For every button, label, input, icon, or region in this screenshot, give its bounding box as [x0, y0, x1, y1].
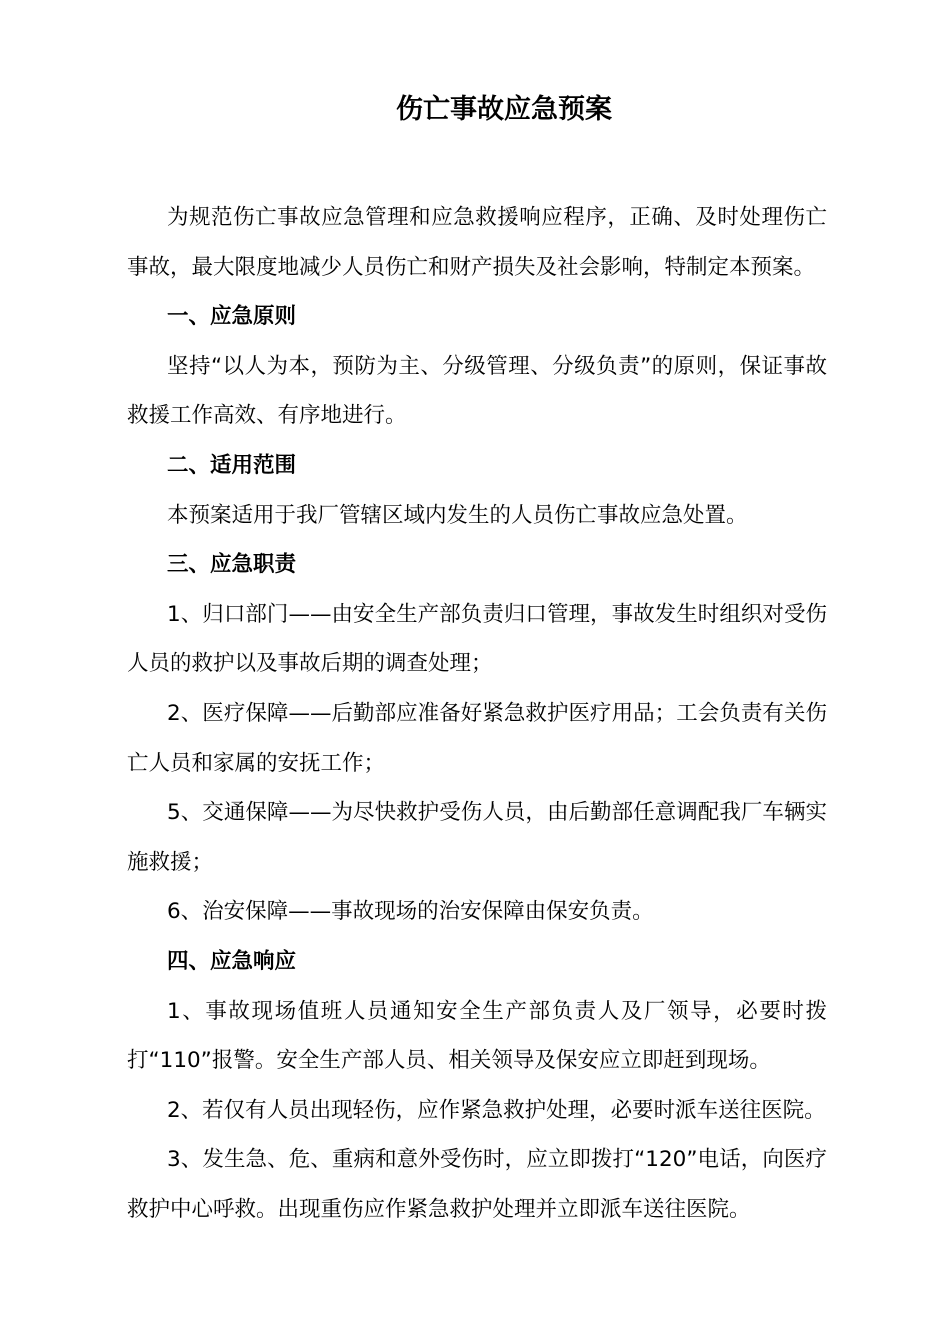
section-heading-scope: 二、适用范围 [167, 452, 297, 478]
section-heading-response: 四、应急响应 [167, 948, 297, 974]
duty-item-6: 6、治安保障——事故现场的治安保障由保安负责。 [167, 899, 654, 925]
response-item-3: 3、发生急、危、重病和意外受伤时，应立即拨打“120”电话，向医疗救护中心呼救。出现重伤应作紧急救护处理并立即派车送往医院。 [127, 1147, 827, 1222]
duty-item-5: 5、交通保障——为尽快救护受伤人员，由后勤部任意调配我厂车辆实施救援； [127, 800, 827, 875]
duty-item-1: 1、归口部门——由安全生产部负责归口管理，事故发生时组织对受伤人员的救护以及事故后期的调查处理； [127, 601, 827, 677]
response-item-1: 1、事故现场值班人员通知安全生产部负责人及厂领导，必要时拨打“110”报警。安全生产部人员、相关领导及保安应立即赶到现场。 [127, 998, 827, 1074]
scope-paragraph: 本预案适用于我厂管辖区域内发生的人员伤亡事故应急处置。 [167, 502, 748, 528]
intro-paragraph: 为规范伤亡事故应急管理和应急救援响应程序，正确、及时处理伤亡事故，最大限度地减少人员伤亡和财产损失及社会影响，特制定本预案。 [127, 205, 827, 280]
section-heading-principles: 一、应急原则 [167, 304, 297, 330]
response-item-2: 2、若仅有人员出现轻伤，应作紧急救护处理，必要时派车送往医院。 [167, 1097, 826, 1123]
document-title: 伤亡事故应急预案 [396, 94, 612, 125]
duty-item-2: 2、医疗保障——后勤部应准备好紧急救护医疗用品；工会负责有关伤亡人员和家属的安抚工作； [127, 700, 827, 776]
document-body [127, 193, 827, 1234]
section-heading-duties: 三、应急职责 [167, 552, 297, 578]
principles-paragraph: 坚持“以人为本，预防为主、分级管理、分级负责”的原则，保证事故救援工作高效、有序地进行。 [127, 353, 827, 429]
